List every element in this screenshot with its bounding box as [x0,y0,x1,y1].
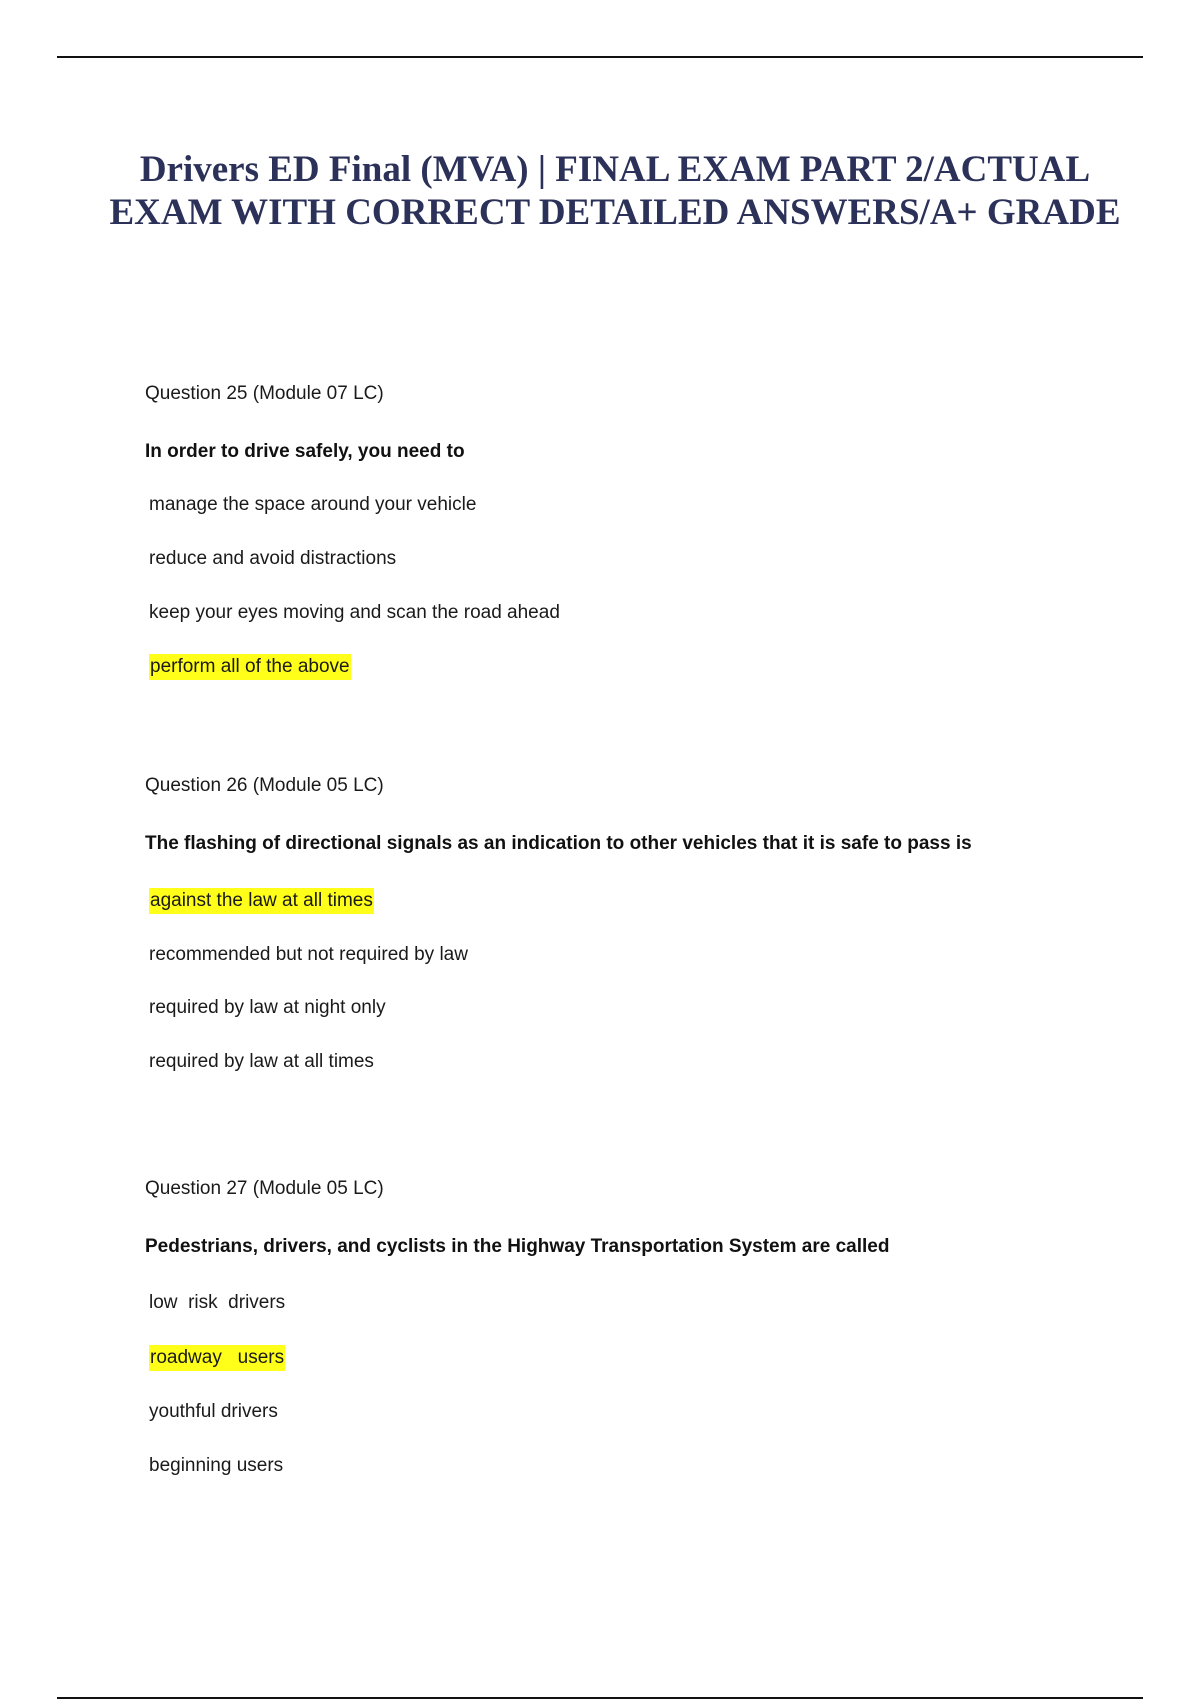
answer-option [149,1049,374,1075]
answer-option-text: youthful drivers [149,1401,278,1422]
question-label: Question 27 (Module 05 LC) [145,1178,384,1199]
answer-option-text: reduce and avoid distractions [149,548,397,569]
answer-option-correct [149,1345,285,1371]
answer-option [149,600,560,626]
answer-option-text: required by law at all times [149,1051,374,1072]
question-label: Question 25 (Module 07 LC) [145,383,384,404]
answer-option-text: keep your eyes moving and scan the road ahead [149,602,560,623]
answer-option [149,546,396,572]
answer-option [149,995,386,1021]
top-rule [57,56,1143,58]
answer-option [149,492,476,518]
question-prompt: Pedestrians, drivers, and cyclists in the Highway Transportation System are called [145,1236,890,1257]
document-title: Drivers ED Final (MVA) | FINAL EXAM PART 2/ACTUAL EXAM WITH CORRECT DETAILED ANSWERS/A+ GRADE [109,149,1121,233]
answer-option-text: manage the space around your vehicle [149,494,477,515]
answer-option-text: low risk drivers [149,1292,286,1313]
answer-option-correct [149,654,351,680]
bottom-rule [57,1697,1143,1699]
answer-option-text: recommended but not required by law [149,944,468,965]
question-label: Question 26 (Module 05 LC) [145,775,384,796]
answer-option [149,1399,278,1425]
answer-option-text: required by law at night only [149,997,386,1018]
answer-option-text: perform all of the above [149,654,351,680]
answer-option [149,942,468,968]
question-prompt: In order to drive safely, you need to [145,441,465,462]
answer-option-text: roadway users [149,1345,285,1371]
answer-option-correct [149,888,374,914]
answer-option-text: against the law at all times [149,888,374,914]
answer-option [149,1290,285,1316]
answer-option [149,1453,283,1479]
question-prompt: The flashing of directional signals as an indication to other vehicles that it is safe to pass is [145,833,972,854]
answer-option-text: beginning users [149,1455,284,1476]
